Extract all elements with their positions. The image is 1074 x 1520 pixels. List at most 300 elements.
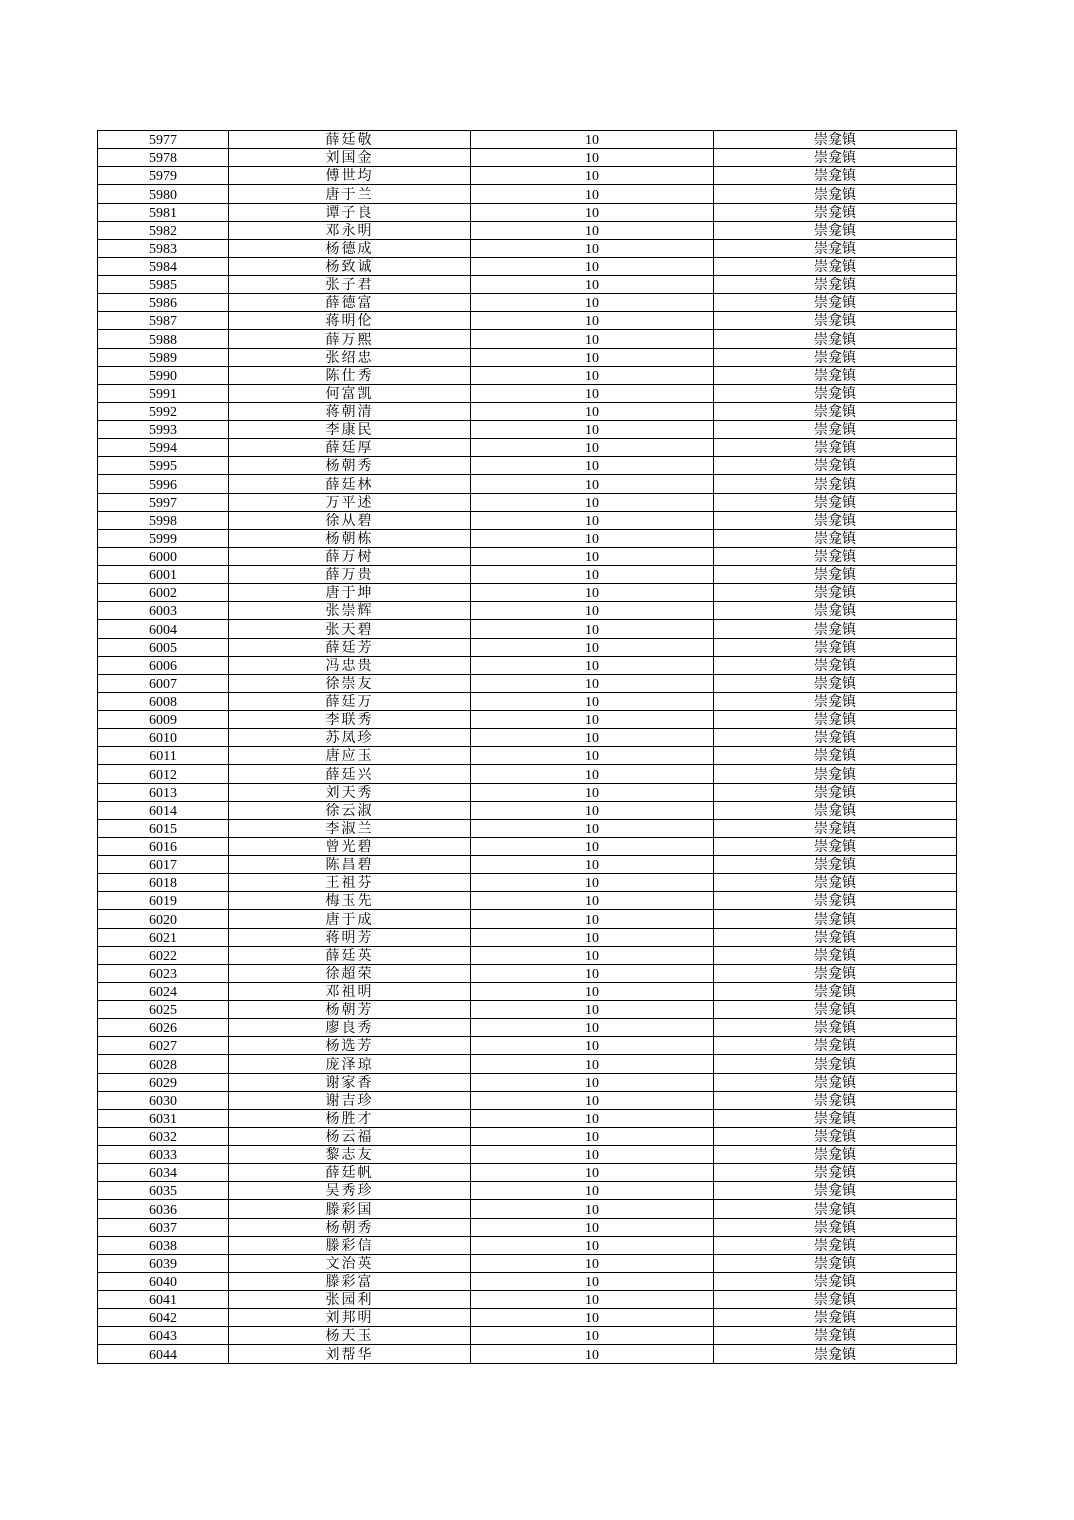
row-number-cell: 5995	[98, 457, 229, 475]
township-cell: 崇龛镇	[714, 1254, 957, 1272]
row-number-cell: 6020	[98, 910, 229, 928]
name-cell: 黎志友	[229, 1146, 471, 1164]
amount-cell: 10	[471, 620, 714, 638]
amount-cell: 10	[471, 656, 714, 674]
table-row	[98, 1037, 957, 1055]
amount-cell: 10	[471, 257, 714, 275]
township-cell: 崇龛镇	[714, 928, 957, 946]
table-row	[98, 1236, 957, 1254]
township-cell: 崇龛镇	[714, 1291, 957, 1309]
row-number-cell: 6000	[98, 547, 229, 565]
name-cell: 冯忠贵	[229, 656, 471, 674]
amount-cell: 10	[471, 348, 714, 366]
name-cell: 徐崇友	[229, 674, 471, 692]
table-row	[98, 892, 957, 910]
row-number-cell: 6013	[98, 783, 229, 801]
name-cell: 杨致诚	[229, 257, 471, 275]
name-cell: 杨朝秀	[229, 457, 471, 475]
row-number-cell: 5998	[98, 511, 229, 529]
table-row	[98, 402, 957, 420]
name-cell: 滕彩富	[229, 1272, 471, 1290]
table-row	[98, 511, 957, 529]
name-cell: 唐应玉	[229, 747, 471, 765]
name-cell: 薛廷英	[229, 946, 471, 964]
name-cell: 杨朝栋	[229, 529, 471, 547]
row-number-cell: 6038	[98, 1236, 229, 1254]
amount-cell: 10	[471, 910, 714, 928]
name-cell: 刘邦明	[229, 1309, 471, 1327]
name-cell: 薛廷敬	[229, 131, 471, 149]
row-number-cell: 6031	[98, 1109, 229, 1127]
table-row	[98, 1291, 957, 1309]
township-cell: 崇龛镇	[714, 131, 957, 149]
name-cell: 唐于成	[229, 910, 471, 928]
table-row	[98, 1272, 957, 1290]
township-cell: 崇龛镇	[714, 1146, 957, 1164]
row-number-cell: 6024	[98, 982, 229, 1000]
name-cell: 陈昌碧	[229, 856, 471, 874]
table-row	[98, 547, 957, 565]
township-cell: 崇龛镇	[714, 547, 957, 565]
table-row	[98, 602, 957, 620]
row-number-cell: 6014	[98, 801, 229, 819]
table-row	[98, 1109, 957, 1127]
name-cell: 徐超荣	[229, 964, 471, 982]
row-number-cell: 6035	[98, 1182, 229, 1200]
amount-cell: 10	[471, 131, 714, 149]
amount-cell: 10	[471, 1001, 714, 1019]
name-cell: 谭子良	[229, 203, 471, 221]
name-cell: 唐于坤	[229, 584, 471, 602]
township-cell: 崇龛镇	[714, 384, 957, 402]
township-cell: 崇龛镇	[714, 982, 957, 1000]
name-cell: 薛万树	[229, 547, 471, 565]
name-cell: 张绍忠	[229, 348, 471, 366]
row-number-cell: 6009	[98, 711, 229, 729]
table-row	[98, 1164, 957, 1182]
table-row	[98, 729, 957, 747]
township-cell: 崇龛镇	[714, 475, 957, 493]
table-row	[98, 1182, 957, 1200]
amount-cell: 10	[471, 402, 714, 420]
row-number-cell: 6016	[98, 837, 229, 855]
row-number-cell: 6017	[98, 856, 229, 874]
amount-cell: 10	[471, 674, 714, 692]
name-cell: 谢家香	[229, 1073, 471, 1091]
name-cell: 徐从碧	[229, 511, 471, 529]
table-row	[98, 928, 957, 946]
name-cell: 廖良秀	[229, 1019, 471, 1037]
amount-cell: 10	[471, 1309, 714, 1327]
township-cell: 崇龛镇	[714, 692, 957, 710]
township-cell: 崇龛镇	[714, 747, 957, 765]
table-row	[98, 185, 957, 203]
table-row	[98, 421, 957, 439]
amount-cell: 10	[471, 239, 714, 257]
name-cell: 蒋明芳	[229, 928, 471, 946]
amount-cell: 10	[471, 439, 714, 457]
row-number-cell: 6032	[98, 1127, 229, 1145]
table-row	[98, 620, 957, 638]
name-cell: 唐于兰	[229, 185, 471, 203]
table-row	[98, 221, 957, 239]
township-cell: 崇龛镇	[714, 276, 957, 294]
table-row	[98, 566, 957, 584]
amount-cell: 10	[471, 203, 714, 221]
table-row	[98, 674, 957, 692]
name-cell: 李淑兰	[229, 819, 471, 837]
name-cell: 陈仕秀	[229, 366, 471, 384]
name-cell: 曾光碧	[229, 837, 471, 855]
table-row	[98, 856, 957, 874]
row-number-cell: 5987	[98, 312, 229, 330]
row-number-cell: 6008	[98, 692, 229, 710]
amount-cell: 10	[471, 801, 714, 819]
table-row	[98, 529, 957, 547]
table-row	[98, 1019, 957, 1037]
row-number-cell: 5988	[98, 330, 229, 348]
amount-cell: 10	[471, 1291, 714, 1309]
row-number-cell: 6011	[98, 747, 229, 765]
amount-cell: 10	[471, 1345, 714, 1363]
amount-cell: 10	[471, 964, 714, 982]
table-row	[98, 837, 957, 855]
row-number-cell: 6025	[98, 1001, 229, 1019]
table-row	[98, 1127, 957, 1145]
amount-cell: 10	[471, 1236, 714, 1254]
row-number-cell: 6015	[98, 819, 229, 837]
table-row	[98, 1073, 957, 1091]
amount-cell: 10	[471, 692, 714, 710]
table-row	[98, 167, 957, 185]
table-row	[98, 982, 957, 1000]
row-number-cell: 6019	[98, 892, 229, 910]
row-number-cell: 6039	[98, 1254, 229, 1272]
row-number-cell: 6003	[98, 602, 229, 620]
township-cell: 崇龛镇	[714, 167, 957, 185]
name-cell: 张天碧	[229, 620, 471, 638]
name-cell: 薛廷帆	[229, 1164, 471, 1182]
table-row	[98, 257, 957, 275]
name-cell: 刘国金	[229, 149, 471, 167]
name-cell: 杨胜才	[229, 1109, 471, 1127]
township-cell: 崇龛镇	[714, 348, 957, 366]
amount-cell: 10	[471, 566, 714, 584]
table-row	[98, 149, 957, 167]
amount-cell: 10	[471, 1164, 714, 1182]
name-cell: 薛万熙	[229, 330, 471, 348]
township-cell: 崇龛镇	[714, 1200, 957, 1218]
name-cell: 傅世均	[229, 167, 471, 185]
amount-cell: 10	[471, 946, 714, 964]
township-cell: 崇龛镇	[714, 203, 957, 221]
row-number-cell: 5983	[98, 239, 229, 257]
township-cell: 崇龛镇	[714, 529, 957, 547]
amount-cell: 10	[471, 856, 714, 874]
row-number-cell: 5978	[98, 149, 229, 167]
township-cell: 崇龛镇	[714, 239, 957, 257]
name-cell: 薛万贵	[229, 566, 471, 584]
table-row	[98, 1345, 957, 1363]
amount-cell: 10	[471, 421, 714, 439]
name-cell: 梅玉先	[229, 892, 471, 910]
table-row	[98, 203, 957, 221]
row-number-cell: 5994	[98, 439, 229, 457]
table-row	[98, 475, 957, 493]
name-cell: 薛廷兴	[229, 765, 471, 783]
amount-cell: 10	[471, 982, 714, 1000]
amount-cell: 10	[471, 711, 714, 729]
amount-cell: 10	[471, 584, 714, 602]
name-cell: 张崇辉	[229, 602, 471, 620]
name-cell: 刘天秀	[229, 783, 471, 801]
row-number-cell: 6010	[98, 729, 229, 747]
table-row	[98, 366, 957, 384]
row-number-cell: 5993	[98, 421, 229, 439]
name-cell: 邓永明	[229, 221, 471, 239]
name-cell: 杨选芳	[229, 1037, 471, 1055]
township-cell: 崇龛镇	[714, 421, 957, 439]
amount-cell: 10	[471, 1109, 714, 1127]
amount-cell: 10	[471, 1200, 714, 1218]
table-row	[98, 1146, 957, 1164]
township-cell: 崇龛镇	[714, 566, 957, 584]
township-cell: 崇龛镇	[714, 1272, 957, 1290]
table-row	[98, 819, 957, 837]
row-number-cell: 6033	[98, 1146, 229, 1164]
township-cell: 崇龛镇	[714, 584, 957, 602]
township-cell: 崇龛镇	[714, 910, 957, 928]
amount-cell: 10	[471, 276, 714, 294]
township-cell: 崇龛镇	[714, 1236, 957, 1254]
township-cell: 崇龛镇	[714, 1327, 957, 1345]
row-number-cell: 5991	[98, 384, 229, 402]
amount-cell: 10	[471, 765, 714, 783]
amount-cell: 10	[471, 1073, 714, 1091]
township-cell: 崇龛镇	[714, 1001, 957, 1019]
township-cell: 崇龛镇	[714, 1073, 957, 1091]
name-cell: 邓祖明	[229, 982, 471, 1000]
row-number-cell: 6006	[98, 656, 229, 674]
name-cell: 滕彩信	[229, 1236, 471, 1254]
amount-cell: 10	[471, 1182, 714, 1200]
row-number-cell: 5980	[98, 185, 229, 203]
name-cell: 张子君	[229, 276, 471, 294]
township-cell: 崇龛镇	[714, 511, 957, 529]
amount-cell: 10	[471, 1218, 714, 1236]
row-number-cell: 5989	[98, 348, 229, 366]
name-cell: 李联秀	[229, 711, 471, 729]
township-cell: 崇龛镇	[714, 620, 957, 638]
amount-cell: 10	[471, 638, 714, 656]
amount-cell: 10	[471, 602, 714, 620]
amount-cell: 10	[471, 185, 714, 203]
row-number-cell: 5985	[98, 276, 229, 294]
township-cell: 崇龛镇	[714, 1218, 957, 1236]
amount-cell: 10	[471, 819, 714, 837]
row-number-cell: 6022	[98, 946, 229, 964]
table-row	[98, 1001, 957, 1019]
township-cell: 崇龛镇	[714, 674, 957, 692]
amount-cell: 10	[471, 1127, 714, 1145]
amount-cell: 10	[471, 1146, 714, 1164]
amount-cell: 10	[471, 475, 714, 493]
name-cell: 王祖芬	[229, 874, 471, 892]
amount-cell: 10	[471, 1272, 714, 1290]
township-cell: 崇龛镇	[714, 1127, 957, 1145]
row-number-cell: 6021	[98, 928, 229, 946]
amount-cell: 10	[471, 783, 714, 801]
table-row	[98, 874, 957, 892]
row-number-cell: 6029	[98, 1073, 229, 1091]
name-cell: 薛廷林	[229, 475, 471, 493]
township-cell: 崇龛镇	[714, 1164, 957, 1182]
township-cell: 崇龛镇	[714, 493, 957, 511]
amount-cell: 10	[471, 167, 714, 185]
township-cell: 崇龛镇	[714, 783, 957, 801]
table-row	[98, 711, 957, 729]
amount-cell: 10	[471, 330, 714, 348]
table-row	[98, 294, 957, 312]
amount-cell: 10	[471, 1327, 714, 1345]
row-number-cell: 5977	[98, 131, 229, 149]
row-number-cell: 5981	[98, 203, 229, 221]
township-cell: 崇龛镇	[714, 1309, 957, 1327]
table-row	[98, 765, 957, 783]
name-cell: 谢吉珍	[229, 1091, 471, 1109]
name-cell: 杨朝秀	[229, 1218, 471, 1236]
township-cell: 崇龛镇	[714, 856, 957, 874]
table-row	[98, 964, 957, 982]
name-cell: 李康民	[229, 421, 471, 439]
table-row	[98, 910, 957, 928]
township-cell: 崇龛镇	[714, 837, 957, 855]
row-number-cell: 6027	[98, 1037, 229, 1055]
township-cell: 崇龛镇	[714, 294, 957, 312]
name-cell: 万平述	[229, 493, 471, 511]
amount-cell: 10	[471, 457, 714, 475]
township-cell: 崇龛镇	[714, 402, 957, 420]
table-row	[98, 801, 957, 819]
township-cell: 崇龛镇	[714, 656, 957, 674]
row-number-cell: 6023	[98, 964, 229, 982]
name-cell: 徐云淑	[229, 801, 471, 819]
row-number-cell: 5990	[98, 366, 229, 384]
township-cell: 崇龛镇	[714, 602, 957, 620]
row-number-cell: 5986	[98, 294, 229, 312]
name-cell: 薛廷厚	[229, 439, 471, 457]
row-number-cell: 6042	[98, 1309, 229, 1327]
row-number-cell: 6005	[98, 638, 229, 656]
township-cell: 崇龛镇	[714, 185, 957, 203]
name-cell: 杨朝芳	[229, 1001, 471, 1019]
row-number-cell: 6030	[98, 1091, 229, 1109]
amount-cell: 10	[471, 747, 714, 765]
row-number-cell: 6018	[98, 874, 229, 892]
amount-cell: 10	[471, 384, 714, 402]
row-number-cell: 6036	[98, 1200, 229, 1218]
row-number-cell: 5979	[98, 167, 229, 185]
table-row	[98, 348, 957, 366]
amount-cell: 10	[471, 221, 714, 239]
table-row	[98, 1327, 957, 1345]
table-row	[98, 312, 957, 330]
row-number-cell: 6034	[98, 1164, 229, 1182]
table-row	[98, 1309, 957, 1327]
township-cell: 崇龛镇	[714, 439, 957, 457]
township-cell: 崇龛镇	[714, 1091, 957, 1109]
amount-cell: 10	[471, 837, 714, 855]
table-row	[98, 692, 957, 710]
amount-cell: 10	[471, 511, 714, 529]
township-cell: 崇龛镇	[714, 711, 957, 729]
township-cell: 崇龛镇	[714, 1109, 957, 1127]
table-row	[98, 131, 957, 149]
township-cell: 崇龛镇	[714, 946, 957, 964]
amount-cell: 10	[471, 1254, 714, 1272]
township-cell: 崇龛镇	[714, 964, 957, 982]
table-row	[98, 1218, 957, 1236]
township-cell: 崇龛镇	[714, 366, 957, 384]
township-cell: 崇龛镇	[714, 729, 957, 747]
amount-cell: 10	[471, 149, 714, 167]
amount-cell: 10	[471, 892, 714, 910]
row-number-cell: 6004	[98, 620, 229, 638]
row-number-cell: 6040	[98, 1272, 229, 1290]
table-row	[98, 1200, 957, 1218]
table-row	[98, 1091, 957, 1109]
amount-cell: 10	[471, 729, 714, 747]
amount-cell: 10	[471, 1055, 714, 1073]
table-row	[98, 457, 957, 475]
table-row	[98, 946, 957, 964]
name-cell: 杨天玉	[229, 1327, 471, 1345]
township-cell: 崇龛镇	[714, 765, 957, 783]
township-cell: 崇龛镇	[714, 221, 957, 239]
name-cell: 薛廷万	[229, 692, 471, 710]
amount-cell: 10	[471, 874, 714, 892]
township-cell: 崇龛镇	[714, 257, 957, 275]
table-row	[98, 239, 957, 257]
name-cell: 杨德成	[229, 239, 471, 257]
row-number-cell: 5992	[98, 402, 229, 420]
table-row	[98, 439, 957, 457]
name-cell: 吴秀珍	[229, 1182, 471, 1200]
township-cell: 崇龛镇	[714, 1037, 957, 1055]
table-row	[98, 1254, 957, 1272]
row-number-cell: 5982	[98, 221, 229, 239]
row-number-cell: 6041	[98, 1291, 229, 1309]
township-cell: 崇龛镇	[714, 1345, 957, 1363]
row-number-cell: 6001	[98, 566, 229, 584]
name-cell: 刘帮华	[229, 1345, 471, 1363]
name-cell: 杨云福	[229, 1127, 471, 1145]
amount-cell: 10	[471, 529, 714, 547]
township-cell: 崇龛镇	[714, 1019, 957, 1037]
amount-cell: 10	[471, 366, 714, 384]
table-row	[98, 747, 957, 765]
row-number-cell: 5996	[98, 475, 229, 493]
row-number-cell: 6028	[98, 1055, 229, 1073]
roster-table-body	[98, 131, 957, 1364]
roster-table	[97, 130, 957, 1364]
row-number-cell: 6012	[98, 765, 229, 783]
township-cell: 崇龛镇	[714, 457, 957, 475]
name-cell: 薛德富	[229, 294, 471, 312]
table-row	[98, 330, 957, 348]
table-row	[98, 384, 957, 402]
township-cell: 崇龛镇	[714, 312, 957, 330]
